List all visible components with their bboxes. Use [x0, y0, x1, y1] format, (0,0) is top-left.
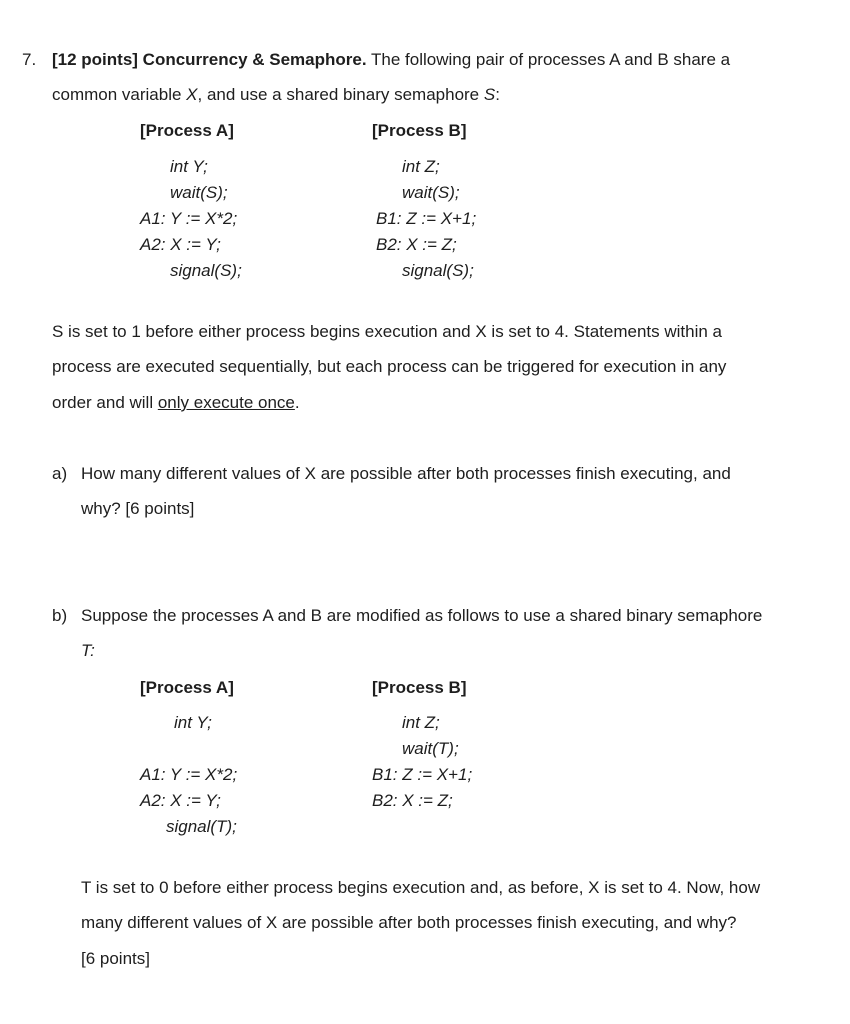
process-b-line: wait(S); — [402, 183, 460, 202]
process-a-line: signal(S); — [170, 261, 242, 280]
var-x: X — [186, 85, 198, 104]
process-b-line: signal(S); — [402, 261, 474, 280]
question-number: 7. — [22, 50, 37, 69]
process-b-header-b: [Process B] — [372, 678, 467, 697]
part-b-closing-line2: many different values of X are possible after both processes finish executing, and why? — [81, 913, 737, 932]
intro-text-2b: , and use a shared binary semaphore — [197, 85, 484, 104]
process-a-line: int Y; — [170, 157, 208, 176]
part-b-closing-line3: [6 points] — [81, 949, 150, 968]
intro-text-2a: common variable — [52, 85, 187, 104]
process-a-header: [Process A] — [140, 121, 234, 140]
process-a-line: wait(S); — [170, 183, 228, 202]
conditions-text-3a: order and will — [52, 393, 158, 412]
process-b-line-b: int Z; — [402, 713, 440, 732]
part-a-line1: How many different values of X are possible after both processes finish executing, and — [81, 464, 731, 483]
process-a-line-b: A2: X := Y; — [140, 791, 221, 810]
var-s: S — [483, 85, 496, 104]
process-a-line-b: int Y; — [174, 713, 212, 732]
process-a-line: A2: X := Y; — [140, 235, 221, 254]
process-b-line-b: B2: X := Z; — [372, 791, 453, 810]
part-a-label: a) — [52, 464, 68, 483]
conditions-line2: process are executed sequentially, but each process can be triggered for execution in any — [52, 357, 727, 376]
process-a-header-b: [Process A] — [140, 678, 234, 697]
question-intro-line1 — [52, 50, 730, 70]
points-label: [12 points] Concurrency & Semaphore. — [52, 50, 367, 69]
underlined-phrase: only execute once — [157, 393, 295, 412]
part-a-line2: why? [6 points] — [81, 499, 195, 518]
part-b-line1: Suppose the processes A and B are modified as follows to use a shared binary semaphore — [81, 606, 763, 625]
process-a-line-b: signal(T); — [166, 817, 237, 836]
part-b-closing-line1: T is set to 0 before either process begins execution and, as before, X is set to 4. Now, how — [81, 878, 761, 897]
part-b-label: b) — [52, 606, 68, 625]
part-b-line2: T: — [81, 641, 95, 660]
conditions-text-3b: . — [294, 393, 300, 412]
process-b-line: int Z; — [402, 157, 440, 176]
intro-text-1: The following pair of processes A and B share a — [366, 50, 731, 69]
process-b-line-b: B1: Z := X+1; — [372, 765, 473, 784]
conditions-line1: S is set to 1 before either process begins execution and X is set to 4. Statements within a — [52, 322, 722, 341]
process-b-line: B1: Z := X+1; — [376, 209, 477, 228]
conditions-line3 — [52, 393, 300, 413]
process-a-line: A1: Y := X*2; — [140, 209, 238, 228]
process-b-line: B2: X := Z; — [376, 235, 457, 254]
intro-text-2c: : — [495, 85, 500, 104]
process-b-header: [Process B] — [372, 121, 467, 140]
question-intro-line2 — [52, 85, 500, 105]
process-b-line-b: wait(T); — [402, 739, 459, 758]
process-a-line-b: A1: Y := X*2; — [140, 765, 238, 784]
